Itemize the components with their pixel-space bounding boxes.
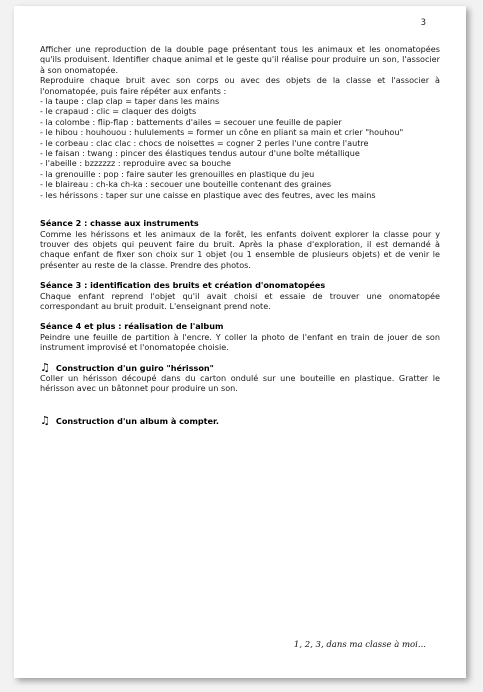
animal-line-9: - le blaireau : ch-ka ch-ka : secouer une bouteille contenant des graines	[40, 179, 332, 190]
section-heading-seance-2: Séance 2 : chasse aux instruments	[40, 218, 199, 229]
music-note-icon: ♫	[40, 360, 50, 374]
animal-line-2: - le crapaud : clic = claquer des doigts	[40, 106, 197, 117]
section-body-seance-3: Chaque enfant reprend l'objet qu'il avait choisi et essaie de trouver une onomatopée correspondant au bruit produit. L'enseignant prend note.	[40, 290, 440, 311]
animal-line-8: - la grenouille : pop : faire sauter les grenouilles en plastique du jeu	[40, 168, 315, 179]
intro-paragraph-1: Afficher une reproduction de la double page présentant tous les animaux et les onomatopées qu'ils produisent. Identifier chaque animal et le geste qu'il réalise pour produire un son, l'associer à son onomatopée.	[40, 44, 440, 75]
construction-title-guiro: Construction d'un guiro "hérisson"	[55, 362, 214, 373]
animal-line-10: - les hérissons : taper sur une caisse en plastique avec des feutres, avec les mains	[40, 189, 376, 200]
spacer	[40, 200, 440, 218]
spacer	[40, 353, 440, 363]
section-heading-seance-3: Séance 3 : identification des bruits et création d'onomatopées	[40, 280, 326, 291]
section-body-seance-2: Comme les hérissons et les animaux de la forêt, les enfants doivent explorer la classe pour y trouver des objets qui peuvent faire du bruit. Après la phase d'exploration, il est demandé à chaque enfant de fixer son choix sur 1 objet (ou 1 ensemble de plusieurs objets) et de venir le présenter au reste de la classe. Prendre des photos.	[40, 228, 440, 270]
section-heading-seance-4: Séance 4 et plus : réalisation de l'album	[40, 321, 224, 332]
animal-line-7: - l'abeille : bzzzzzz : reproduire avec sa bouche	[40, 158, 232, 169]
document-page	[14, 6, 466, 678]
intro-paragraph-2: Reproduire chaque bruit avec son corps ou avec des objets de la classe et l'associer à l'onomatopée, puis faire répéter aux enfants :	[40, 75, 440, 96]
spacer	[40, 311, 440, 321]
construction-body-guiro: Coller un hérisson découpé dans du carton ondulé sur une bouteille en plastique. Gratter le hérisson avec un bâtonnet pour produire un son.	[40, 372, 440, 394]
construction-title-album: Construction d'un album à compter.	[55, 415, 219, 426]
construction-heading-album	[40, 413, 440, 427]
page-content	[40, 44, 440, 426]
spacer	[40, 270, 440, 280]
footer-tagline: 1, 2, 3, dans ma classe à moi...	[293, 640, 426, 650]
animal-line-6: - le faisan : twang : pincer des élastiques tendus autour d'une boîte métallique	[40, 148, 360, 159]
animal-line-5: - le corbeau : clac clac : chocs de noisettes = cogner 2 perles l'une contre l'autre	[40, 137, 369, 148]
page-number: 3	[420, 18, 426, 28]
animal-line-4: - le hibou : houhouou : hululements = former un cône en pliant sa main et crier "houhou"	[40, 127, 404, 138]
section-body-seance-4: Peindre une feuille de partition à l'encre. Y coller la photo de l'enfant en train de jouer de son instrument improvisé et l'onomatopée choisie.	[40, 331, 440, 353]
animal-line-1: - la taupe : clap clap = taper dans les mains	[40, 96, 220, 107]
music-note-icon: ♫	[40, 413, 50, 427]
spacer	[40, 394, 440, 416]
animal-line-3: - la colombe : flip-flap : battements d'ailes = secouer une feuille de papier	[40, 116, 342, 127]
construction-heading-guiro	[40, 360, 440, 374]
